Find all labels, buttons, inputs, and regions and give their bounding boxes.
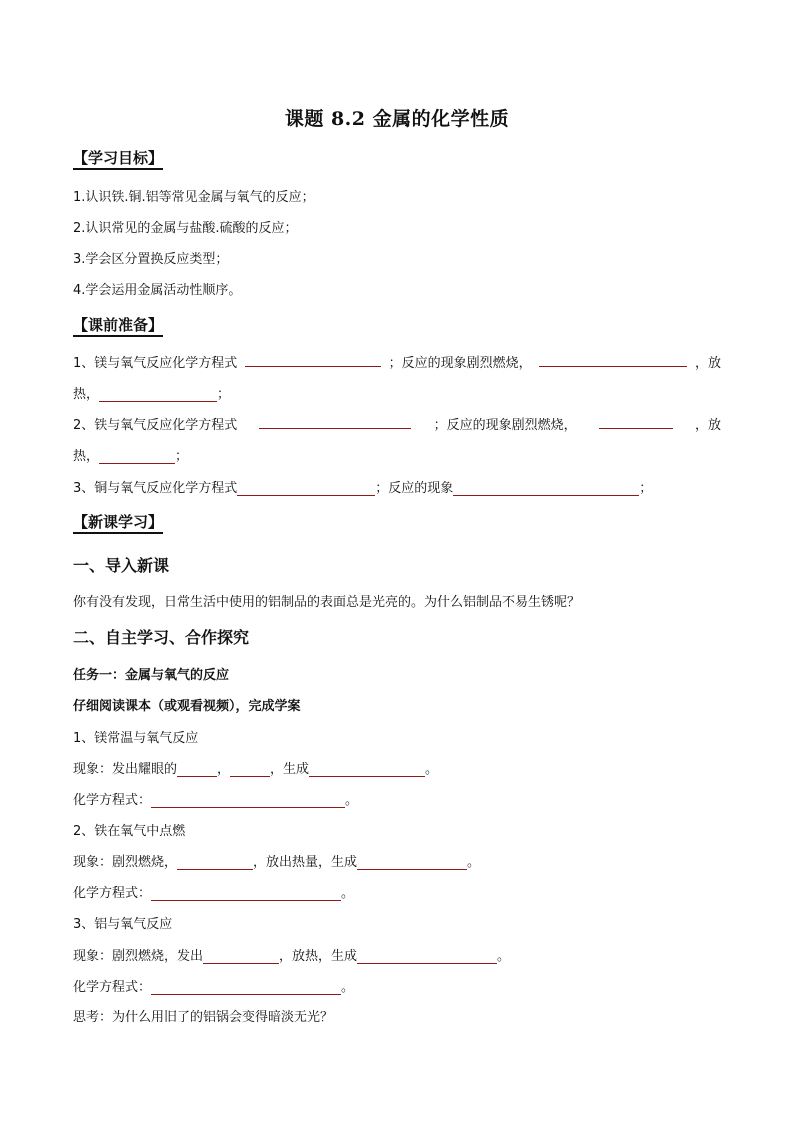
section-prep-label: 【课前准备】 <box>73 316 163 337</box>
answer-blank[interactable] <box>99 449 175 464</box>
fe-title: 2、铁在氧气中点燃 <box>73 824 186 839</box>
answer-blank[interactable] <box>357 949 497 964</box>
fe-observation: 现象：剧烈燃烧， ，放出热量，生成 。 <box>73 855 481 870</box>
answer-blank[interactable] <box>177 762 217 777</box>
answer-blank[interactable] <box>230 762 270 777</box>
mg-equation: 化学方程式： 。 <box>73 793 359 808</box>
fe-equation: 化学方程式： 。 <box>73 886 355 901</box>
task-title: 任务一：金属与氧气的反应 <box>73 668 230 683</box>
objective-2: 2.认识常见的金属与盐酸.硫酸的反应； <box>73 221 298 236</box>
section-newlesson <box>73 511 163 532</box>
answer-blank[interactable] <box>245 352 381 367</box>
objective-4: 4.学会运用金属活动性顺序。 <box>73 283 242 298</box>
section-prep <box>73 314 163 335</box>
section-objectives <box>73 147 163 168</box>
answer-blank[interactable] <box>203 949 279 964</box>
task-instruction: 仔细阅读课本（或观看视频），完成学案 <box>73 699 301 714</box>
think-question: 思考：为什么用旧了的铝锅会变得暗淡无光？ <box>73 1010 334 1025</box>
answer-blank[interactable] <box>357 855 467 870</box>
part2-heading: 二、自主学习、合作探究 <box>73 628 250 647</box>
answer-blank[interactable] <box>259 414 411 429</box>
answer-blank[interactable] <box>151 793 345 808</box>
part1-text: 你有没有发现，日常生活中使用的铝制品的表面总是光亮的。为什么铝制品不易生锈呢？ <box>73 595 581 610</box>
al-title: 3、铝与氧气反应 <box>73 917 173 932</box>
prep-line-1-cont: 热， ； <box>73 387 231 402</box>
answer-blank[interactable] <box>151 886 341 901</box>
answer-blank[interactable] <box>99 387 217 402</box>
prep-line-1: 1、镁与氧气反应化学方程式 ；反应的现象剧烈燃烧， ，放 <box>73 352 721 371</box>
answer-blank[interactable] <box>237 481 375 496</box>
prep-line-2: 2、铁与氧气反应化学方程式 ；反应的现象剧烈燃烧， ，放 <box>73 414 721 433</box>
answer-blank[interactable] <box>177 855 253 870</box>
objective-3: 3.学会区分置换反应类型； <box>73 252 229 267</box>
section-newlesson-label: 【新课学习】 <box>73 513 163 534</box>
answer-blank[interactable] <box>539 352 687 367</box>
answer-blank[interactable] <box>453 481 639 496</box>
section-objectives-label: 【学习目标】 <box>73 149 163 170</box>
answer-blank[interactable] <box>309 762 425 777</box>
mg-title: 1、镁常温与氧气反应 <box>73 731 199 746</box>
mg-observation: 现象：发出耀眼的 ， ，生成 。 <box>73 762 439 777</box>
al-equation: 化学方程式： 。 <box>73 980 355 995</box>
answer-blank[interactable] <box>599 414 673 429</box>
part1-heading: 一、导入新课 <box>73 556 170 575</box>
prep-line-2-cont: 热， ； <box>73 449 189 464</box>
page-title: 课题 8.2 金属的化学性质 <box>284 108 510 130</box>
answer-blank[interactable] <box>151 980 341 995</box>
objective-1: 1.认识铁.铜.铝等常见金属与氧气的反应； <box>73 190 315 205</box>
prep-line-3: 3、铜与氧气反应化学方程式 ；反应的现象 ； <box>73 481 653 496</box>
al-observation: 现象：剧烈燃烧，发出 ，放热，生成 。 <box>73 949 511 964</box>
